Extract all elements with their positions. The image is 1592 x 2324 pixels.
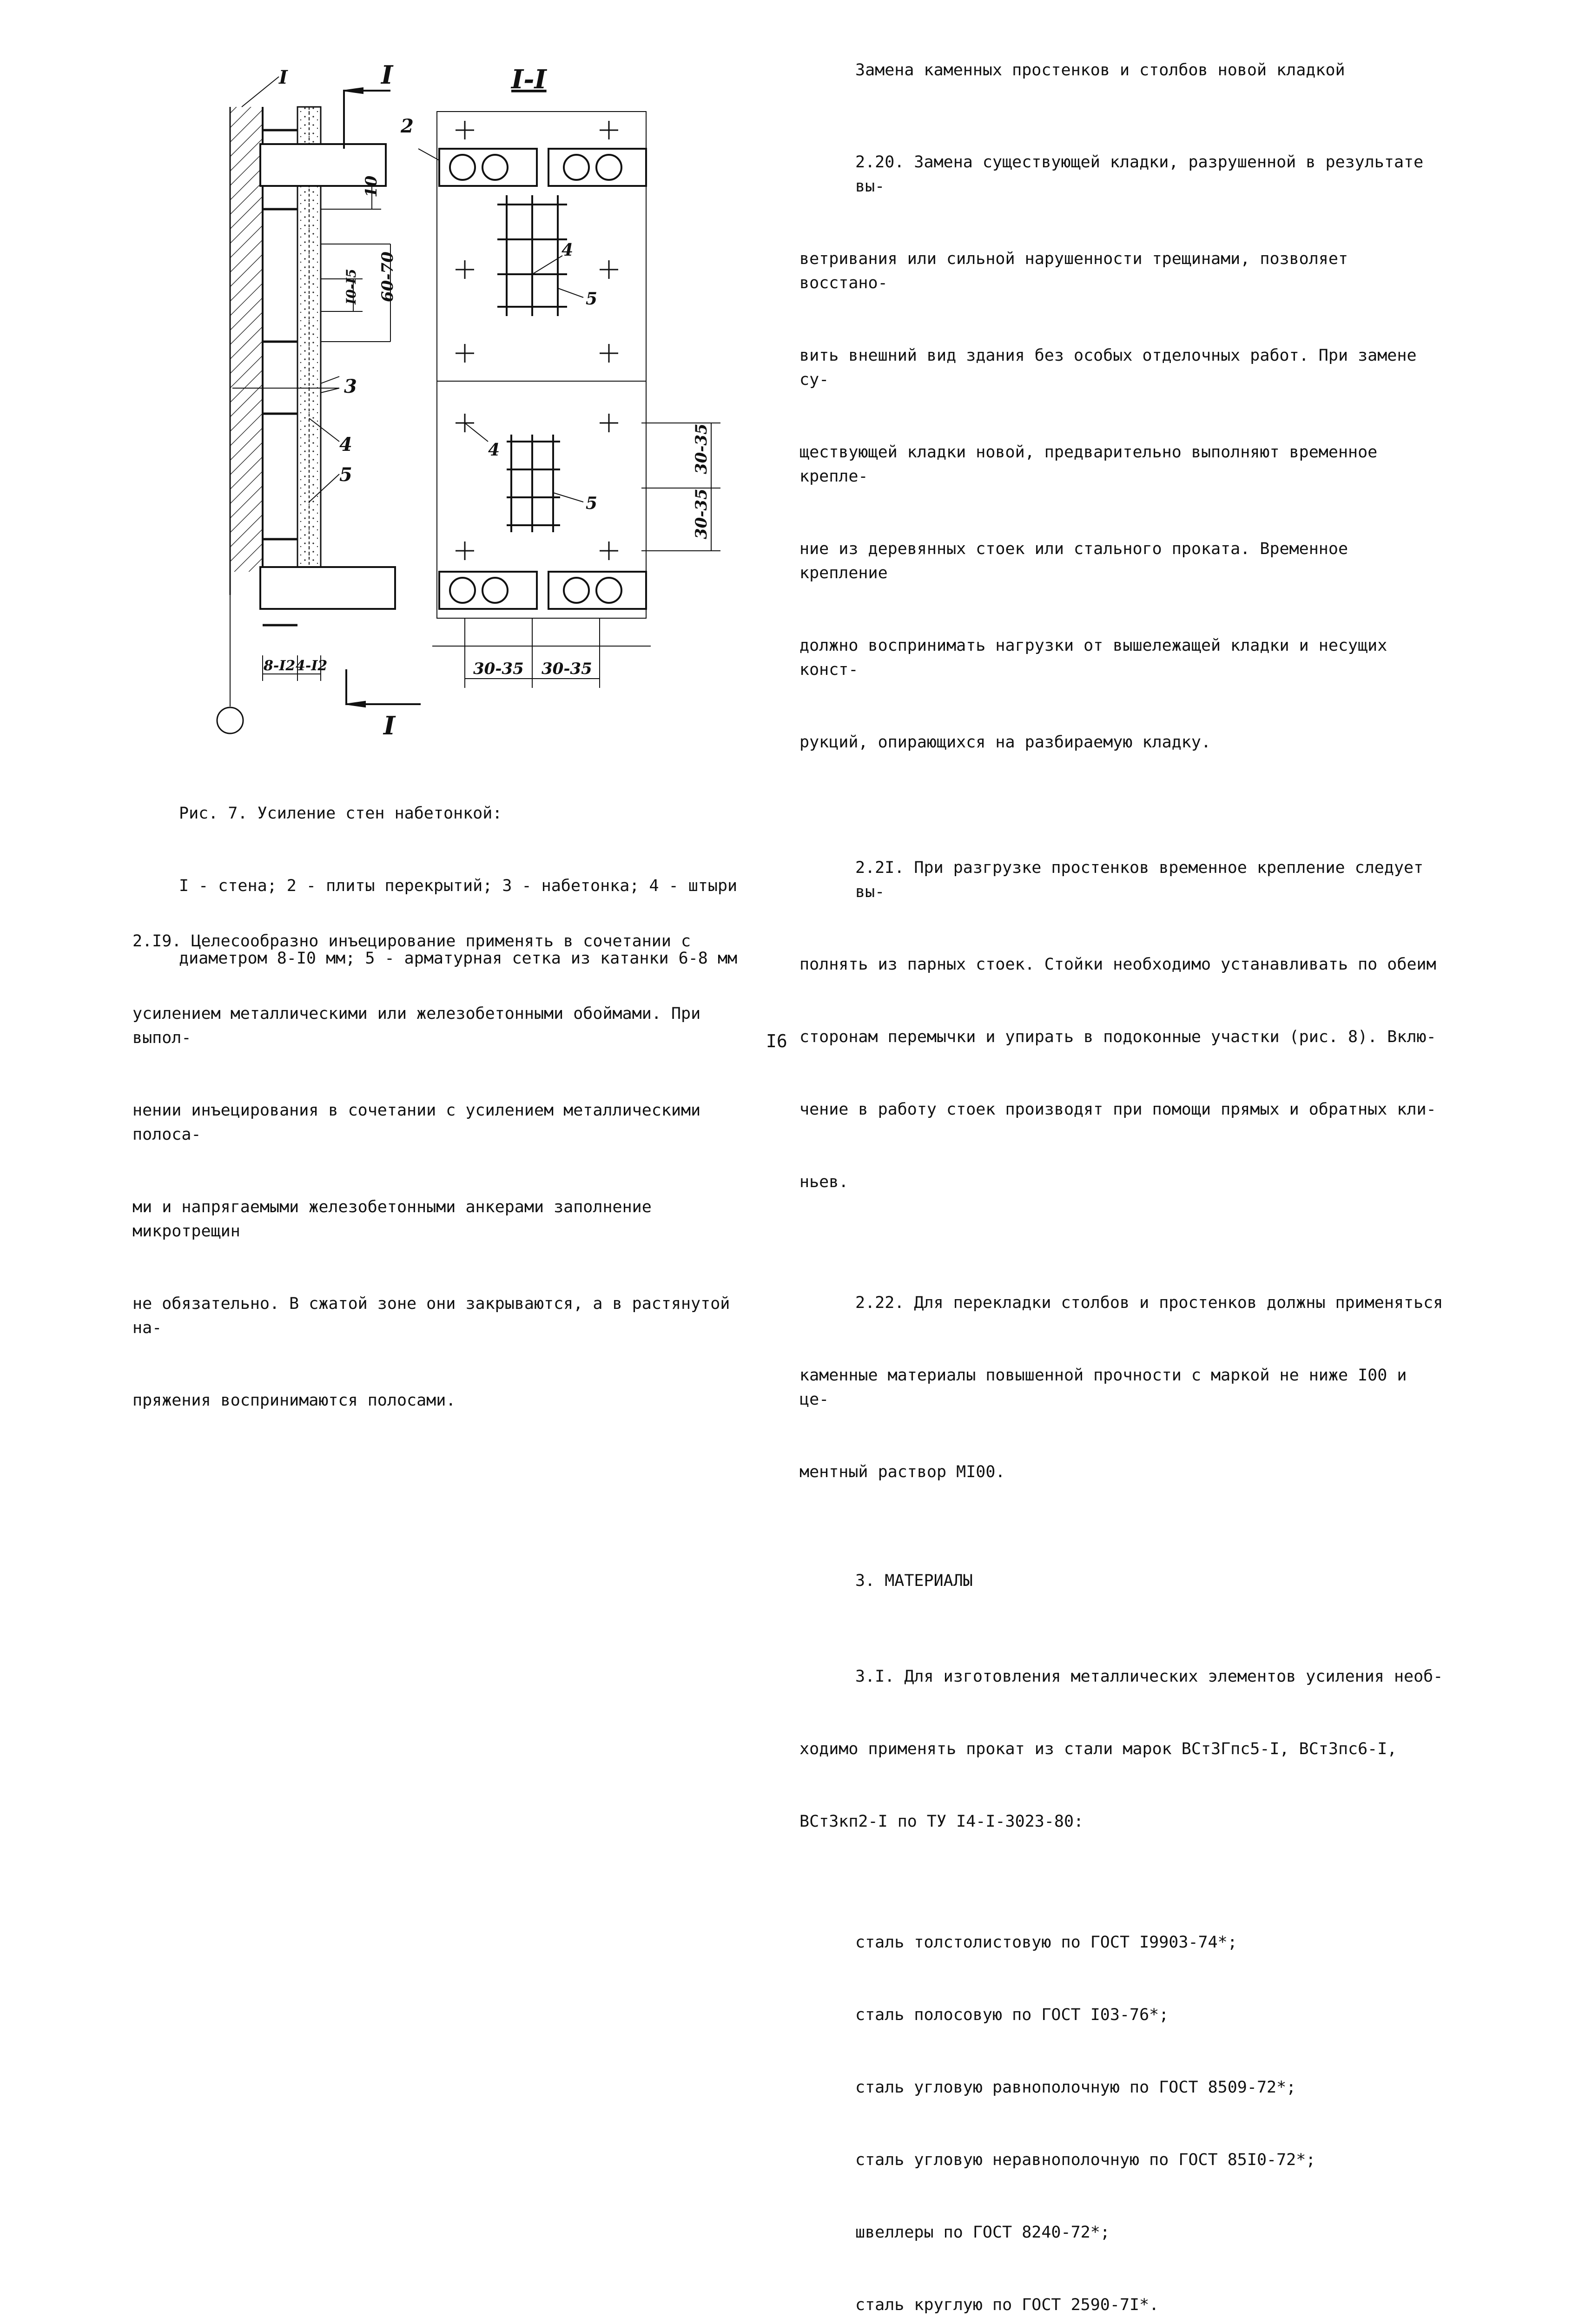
paragraph-2-20 (799, 102, 1446, 803)
callout-4-plan-b: 4 (488, 440, 500, 460)
text-line: ходимо применять прокат из стали марок ВСт3Гпс5-I, ВСт3пс6-I, (799, 1740, 1397, 1758)
steel-list (799, 1882, 1446, 2324)
wall-strengthening-drawing (186, 56, 744, 744)
callout-4-left: 4 (339, 434, 352, 456)
wall-section (217, 60, 421, 740)
callout-5-left: 5 (339, 464, 352, 486)
right-column (799, 58, 1446, 2324)
dim-30-35-c: 30-35 (473, 660, 524, 678)
callout-3: 3 (344, 376, 357, 397)
text-line: 2.I9. Целесообразно инъецирование применять в сочетании с (132, 932, 691, 951)
text-line: 2.2I. При разгрузке простенков временное крепление следует вы- (855, 858, 1433, 901)
text-line: полнять из парных стоек. Стойки необходимо устанавливать по обеим (799, 955, 1436, 974)
section-heading: Замена каменных простенков и столбов новой кладкой (855, 61, 1345, 79)
dim-30-35-b: 30-35 (692, 489, 711, 539)
page-number: I6 (766, 1031, 787, 1051)
text-line: рукций, опирающихся на разбираемую кладку. (799, 733, 1211, 752)
text-line: ВСт3кп2-I по ТУ I4-I-3023-80: (799, 1812, 1084, 1831)
text-line: пряжения воспринимаются полосами. (132, 1391, 456, 1410)
text-line: нении инъецирования в сочетании с усилением металлическими полоса- (132, 1101, 711, 1144)
section-label: I-I (511, 64, 547, 95)
text-line: ветривания или сильной нарушенности трещинами, позволяет восстано- (799, 250, 1358, 292)
section-3-heading: 3. МАТЕРИАЛЫ (855, 1571, 973, 1590)
figure-7 (186, 56, 744, 744)
list-item: сталь круглую по ГОСТ 2590-7I*. (855, 2296, 1159, 2314)
text-line: 2.20. Замена существующей кладки, разрушенной в результате вы- (855, 153, 1433, 196)
callout-1: I (279, 66, 288, 88)
list-item: швеллеры по ГОСТ 8240-72*; (855, 2223, 1110, 2242)
text-line: ментный раствор МI00. (799, 1463, 1005, 1481)
callout-5-plan-b: 5 (586, 494, 598, 513)
callout-2: 2 (401, 115, 414, 137)
paragraph-3-1 (799, 1616, 1446, 1882)
text-line: не обязательно. В сжатой зоне они закрываются, а в растянутой на- (132, 1294, 740, 1337)
dim-4-12: 4-I2 (296, 658, 328, 674)
caption-line-2: I - стена; 2 - плиты перекрытий; 3 - набетонка; 4 - штыри (179, 877, 738, 895)
paragraph-2-22 (799, 1242, 1446, 1532)
list-item: сталь угловую неравнополочную по ГОСТ 85I0-72*; (855, 2151, 1316, 2169)
text-line: чение в работу стоек производят при помощи прямых и обратных кли- (799, 1100, 1436, 1119)
list-item: сталь полосовую по ГОСТ I03-76*; (855, 2006, 1169, 2024)
dim-30-35-d: 30-35 (542, 660, 592, 678)
callout-5-plan-a: 5 (586, 289, 598, 309)
list-item: сталь толстолистовую по ГОСТ I9903-74*; (855, 1933, 1237, 1952)
callout-4-plan-a: 4 (561, 240, 574, 260)
dim-30-35-a: 30-35 (692, 423, 711, 474)
paragraph-2-21 (799, 807, 1446, 1242)
text-line: ньев. (799, 1173, 849, 1191)
text-line: ми и напрягаемыми железобетонными анкерами заполнение микротрещин (132, 1198, 661, 1241)
text-line: ние из деревянных стоек или стального проката. Временное крепление (799, 540, 1358, 582)
caption-line-1: Рис. 7. Усиление стен набетонкой: (179, 804, 502, 823)
dim-8-12: 8-I2 (264, 658, 296, 674)
text-line: 3.I. Для изготовления металлических элементов усиления необ- (855, 1667, 1443, 1686)
text-line: сторонам перемычки и упирать в подоконные участки (рис. 8). Вклю- (799, 1028, 1436, 1046)
text-line: вить внешний вид здания без особых отделочных работ. При замене су- (799, 346, 1427, 389)
text-line: должно воспринимать нагрузки от вышележащей кладки и несущих конст- (799, 636, 1397, 679)
caption-line-3: диаметром 8-I0 мм; 5 - арматурная сетка из катанки 6-8 мм (179, 949, 738, 968)
paragraph-2-19 (132, 881, 755, 1437)
text-line: 2.22. Для перекладки столбов и простенков должны применяться (855, 1294, 1443, 1312)
text-line: ществующей кладки новой, предварительно выполняют временное крепле- (799, 443, 1387, 486)
list-item: сталь угловую равнополочную по ГОСТ 8509-72*; (855, 2078, 1296, 2097)
dim-10-15: I0-I5 (344, 269, 359, 304)
cut-mark-top: I (381, 60, 393, 90)
text-line: каменные материалы повышенной прочности с маркой не ниже I00 и це- (799, 1366, 1417, 1409)
dim-60-70: 60-70 (378, 251, 397, 302)
text-line: усилением металлическими или железобетонными обоймами. При выпол- (132, 1004, 711, 1047)
dim-10: 10 (362, 175, 381, 198)
cut-mark-bottom: I (383, 711, 396, 740)
plan-section (400, 64, 720, 688)
